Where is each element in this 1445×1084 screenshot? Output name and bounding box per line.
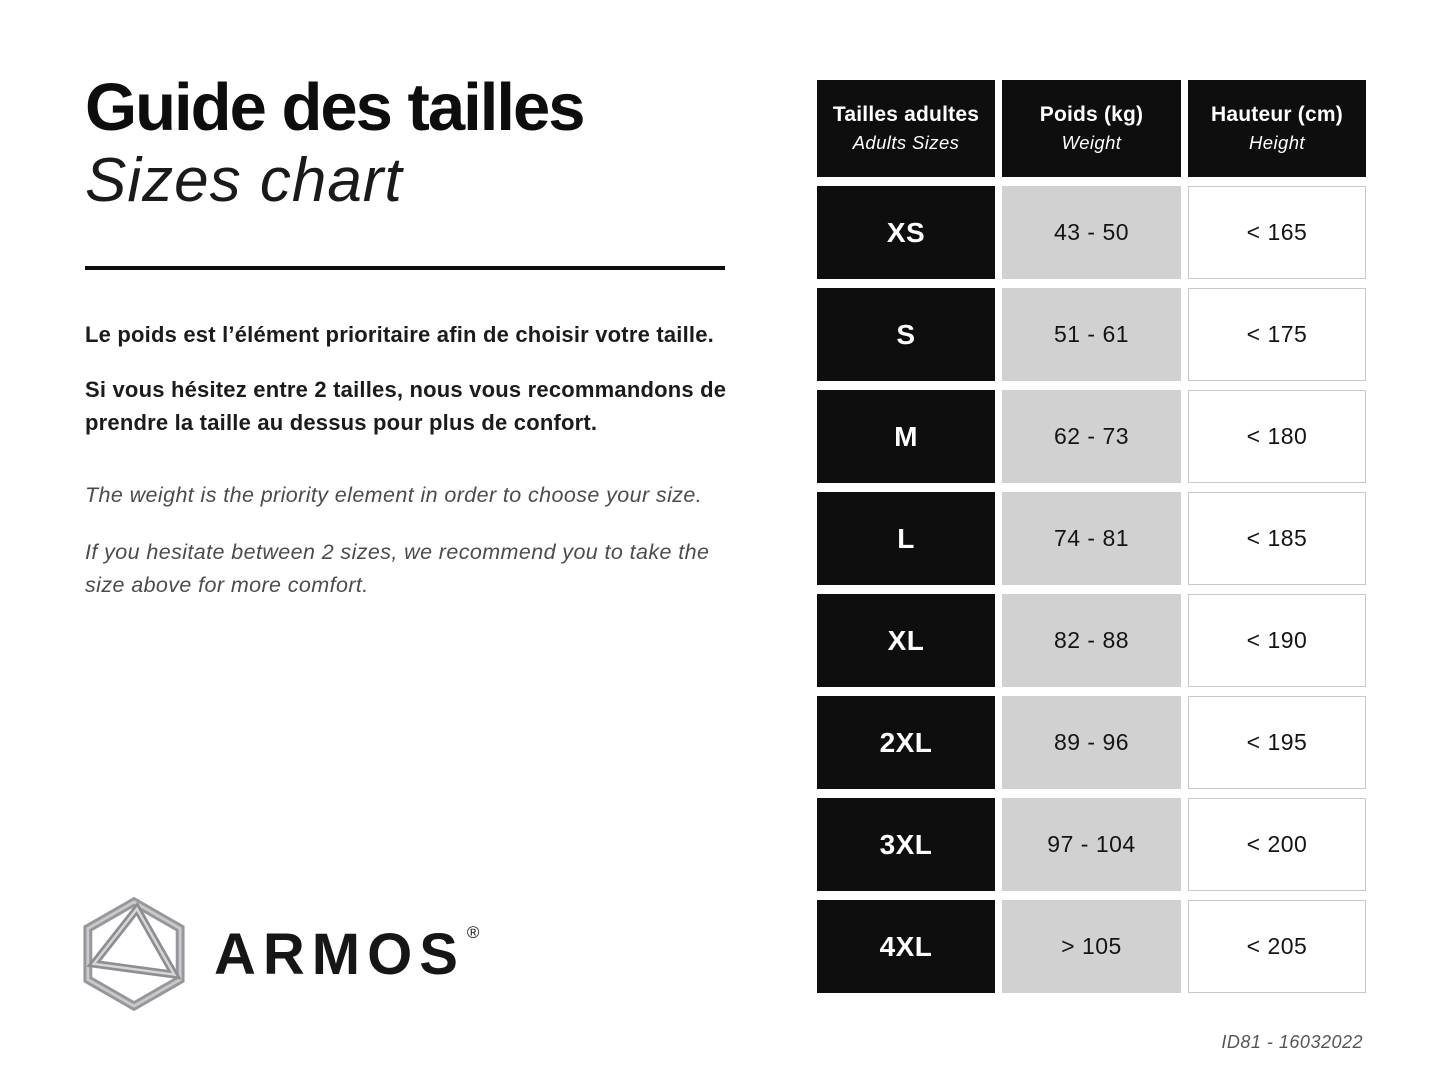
weight-cell-3xl: 97 - 104 — [1002, 798, 1181, 891]
height-cell-xs: < 165 — [1188, 186, 1366, 279]
intro-paragraph-fr-1: Le poids est l’élément prioritaire afin de choisir votre taille. — [85, 322, 714, 347]
size-cell-l: L — [817, 492, 995, 585]
size-cell-xs: XS — [817, 186, 995, 279]
weight-cell-4xl: > 105 — [1002, 900, 1181, 993]
height-cell-s: < 175 — [1188, 288, 1366, 381]
size-cell-3xl: 3XL — [817, 798, 995, 891]
intro-paragraph-en-1: The weight is the priority element in order to choose your size. — [85, 483, 703, 507]
title-divider — [85, 266, 725, 270]
column-header-height — [1188, 80, 1366, 177]
brand-wordmark — [214, 921, 479, 988]
weight-cell-l: 74 - 81 — [1002, 492, 1181, 585]
brand-block — [80, 896, 479, 1012]
intro-paragraph-en-2: If you hesitate between 2 sizes, we recommend you to take the size above for more comfort. — [85, 540, 710, 597]
column-header-height-fr: Hauteur (cm) — [1211, 103, 1343, 126]
intro-section — [85, 72, 747, 602]
height-cell-l: < 185 — [1188, 492, 1366, 585]
column-header-weight — [1002, 80, 1181, 177]
weight-cell-s: 51 - 61 — [1002, 288, 1181, 381]
height-cell-4xl: < 205 — [1188, 900, 1366, 993]
weight-cell-xl: 82 - 88 — [1002, 594, 1181, 687]
column-header-sizes — [817, 80, 995, 177]
page-title-fr: Guide des tailles — [85, 70, 584, 145]
intro-paragraph-fr-2: Si vous hésitez entre 2 tailles, nous vous recommandons de prendre la taille au dessus pour plus de confort. — [85, 377, 727, 435]
height-cell-3xl: < 200 — [1188, 798, 1366, 891]
weight-cell-2xl: 89 - 96 — [1002, 696, 1181, 789]
column-header-weight-en: Weight — [1061, 132, 1122, 153]
weight-cell-m: 62 - 73 — [1002, 390, 1181, 483]
weight-cell-xs: 43 - 50 — [1002, 186, 1181, 279]
page-title-en: Sizes chart — [85, 146, 403, 215]
armos-logo-icon — [80, 896, 188, 1012]
height-cell-m: < 180 — [1188, 390, 1366, 483]
size-cell-s: S — [817, 288, 995, 381]
registered-mark: ® — [466, 922, 480, 942]
column-header-weight-fr: Poids (kg) — [1039, 103, 1144, 126]
column-header-sizes-fr: Tailles adultes — [832, 103, 980, 126]
brand-name: ARMOS — [214, 921, 465, 987]
column-header-sizes-en: Adults Sizes — [852, 132, 960, 153]
size-cell-m: M — [817, 390, 995, 483]
column-header-height-en: Height — [1249, 132, 1305, 153]
doc-id: ID81 - 16032022 — [1221, 1032, 1363, 1052]
size-cell-4xl: 4XL — [817, 900, 995, 993]
height-cell-2xl: < 195 — [1188, 696, 1366, 789]
sizes-table — [817, 80, 1366, 993]
height-cell-xl: < 190 — [1188, 594, 1366, 687]
size-cell-2xl: 2XL — [817, 696, 995, 789]
size-cell-xl: XL — [817, 594, 995, 687]
